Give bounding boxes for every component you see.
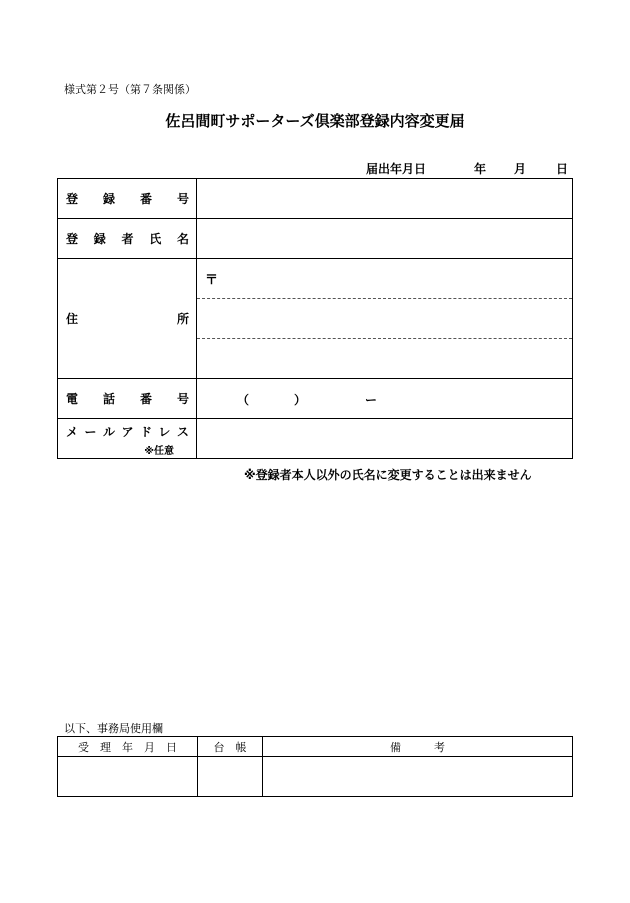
- page-title: 佐呂間町サポーターズ倶楽部登録内容変更届: [165, 112, 465, 130]
- email-field[interactable]: [197, 419, 573, 459]
- address-label-left: 住: [66, 312, 79, 326]
- day-label: 日: [556, 162, 569, 176]
- phone-field[interactable]: [197, 379, 573, 419]
- email-label: メ ー ル ア ド レ ス ※任意: [58, 419, 197, 459]
- email-optional-note: ※任意: [144, 446, 174, 457]
- office-col-received-date: 受 理 年 月 日: [58, 737, 198, 757]
- office-remarks-cell[interactable]: [263, 757, 573, 797]
- submission-date-label: 届出年月日: [366, 162, 427, 176]
- registrant-name-label: 登 録 者 氏 名: [58, 219, 197, 259]
- registration-number-field[interactable]: [197, 179, 573, 219]
- phone-label: 電 話 番 号: [58, 379, 197, 419]
- form-number: 様式第２号（第７条関係）: [64, 83, 196, 96]
- office-use-table: [57, 736, 573, 797]
- office-received-date-cell[interactable]: [58, 757, 198, 797]
- postal-mark: 〒: [205, 273, 219, 288]
- phone-open-paren: （: [237, 393, 250, 407]
- office-col-ledger: 台 帳: [198, 737, 263, 757]
- registrant-name-field[interactable]: [197, 219, 573, 259]
- address-label-right: 所: [176, 312, 189, 326]
- month-label: 月: [514, 162, 527, 176]
- office-ledger-cell[interactable]: [198, 757, 263, 797]
- office-col-remarks: 備 考: [263, 737, 573, 757]
- address-field-line2[interactable]: [197, 339, 573, 379]
- phone-close-paren: ）: [294, 393, 307, 407]
- phone-dash: ー: [365, 393, 378, 407]
- address-field-postal[interactable]: [197, 259, 573, 299]
- year-label: 年: [474, 162, 487, 176]
- name-change-notice: ※登録者本人以外の氏名に変更することは出来ません: [244, 468, 532, 482]
- office-use-label: 以下、事務局使用欄: [64, 722, 163, 735]
- registration-number-label: 登 録 番 号: [58, 179, 197, 219]
- address-label: [58, 259, 197, 379]
- address-field-line1[interactable]: [197, 299, 573, 339]
- registration-form-table: [57, 178, 573, 459]
